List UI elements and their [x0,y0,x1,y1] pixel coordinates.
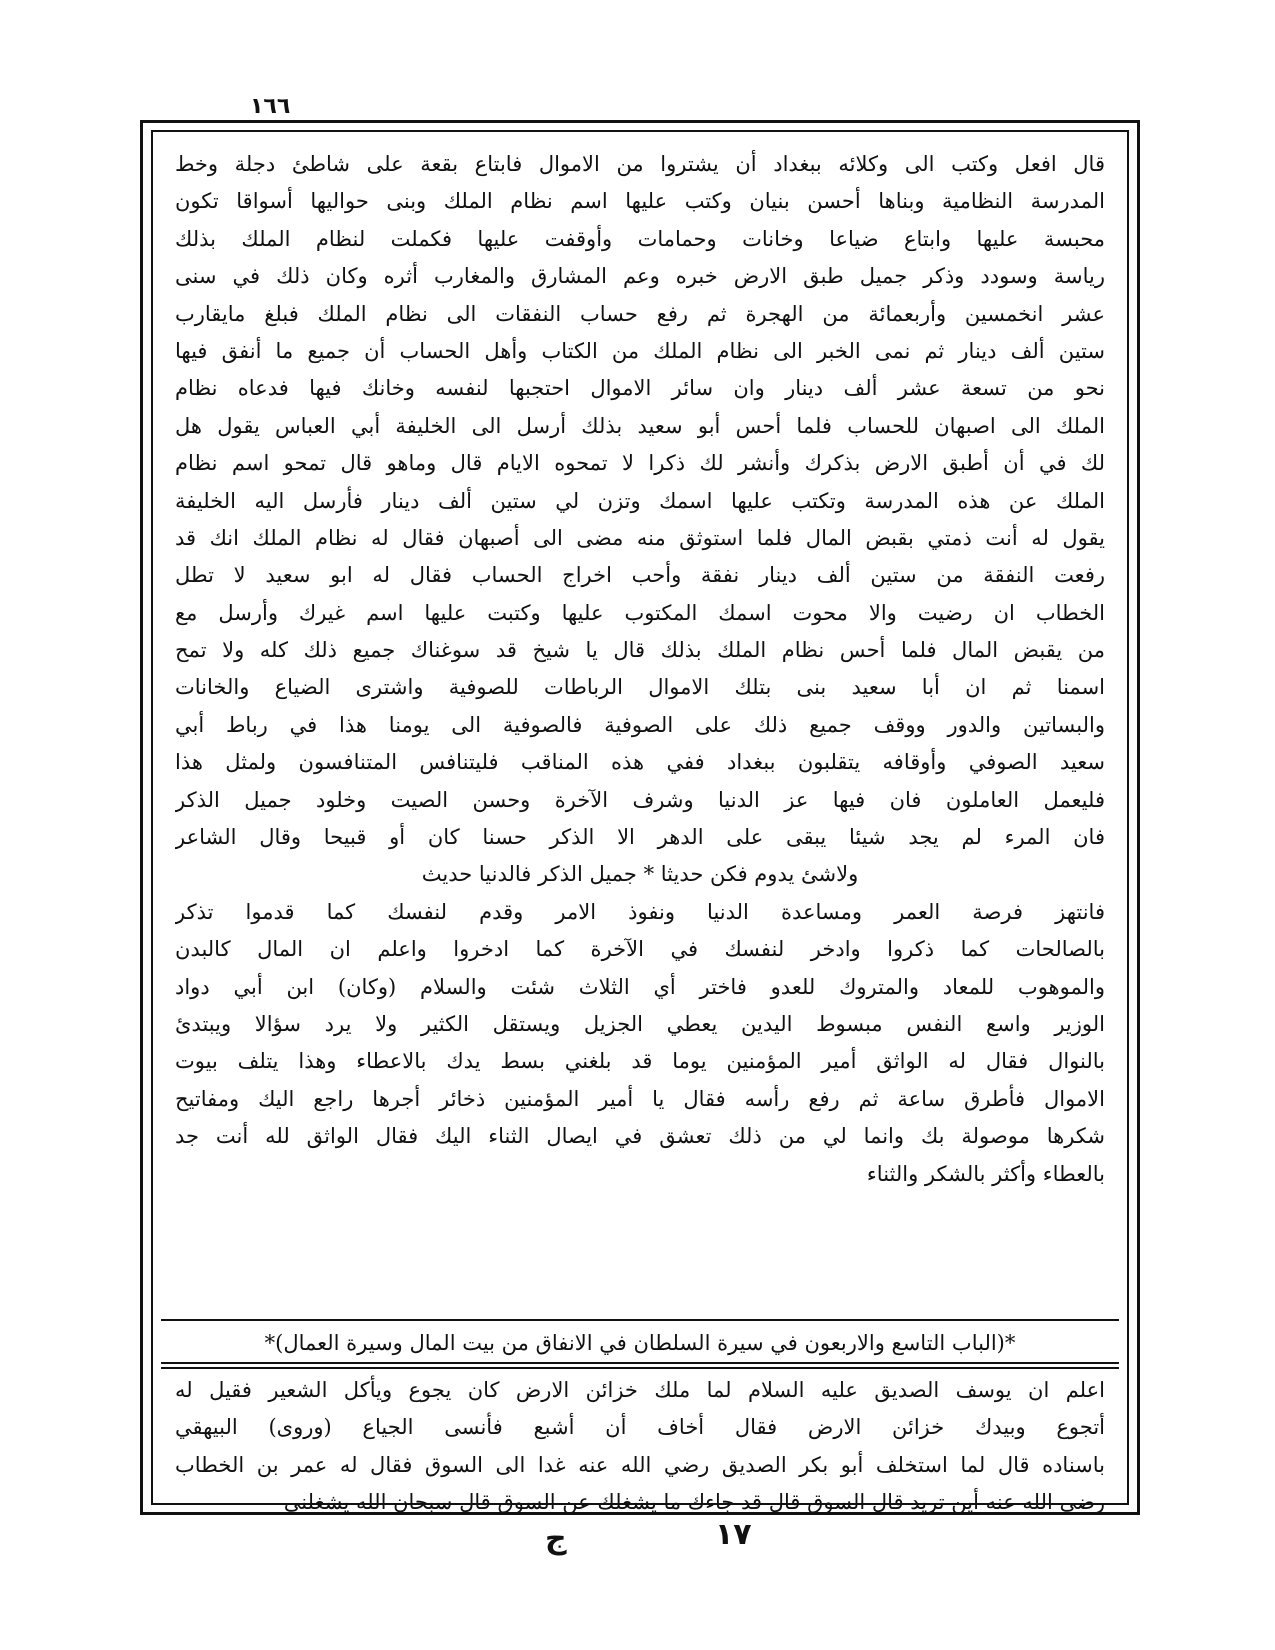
text-line: والموهوب للمعاد والمتروك للعدو فاختر أي الثلاث شئت والسلام (وكان) ابن أبي دواد [175,974,1105,999]
main-text [175,146,1105,1193]
text-line: الخطاب ان رضيت والا محوت اسمك المكتوب عليها وكتبت عليها اسم غيرك وأرسل مع [175,600,1105,625]
signature-mark: ج [545,1521,567,1556]
heading-divider-rule [161,1362,1119,1364]
page-number-top: ١٦٦ [250,94,291,119]
section-text [175,1372,1105,1522]
page-frame-inner [151,130,1129,1515]
text-line: ولاشئ يدوم فكن حديثا * جميل الذكر فالدنيا حديث [421,862,859,887]
text-line: شكرها موصولة بك وانما لي من ذلك تعشق في ايصال الثناء اليك فقال الواثق لله أنت جد [175,1124,1105,1149]
folio-number: ١٧ [715,1517,752,1552]
section-heading: *(الباب التاسع والاربعون في سيرة السلطان في الانفاق من بيت المال وسيرة العمال)* [264,1331,1016,1355]
text-line: من يقبض المال فلما أحس نظام الملك بذلك قال يا شيخ قد سوغناك جميع ذلك كله ولا تمح [175,638,1105,663]
text-line: بالصالحات كما ذكروا وادخر لنفسك في الآخرة كما ادخروا واعلم ان المال كالبدن [175,937,1105,962]
page-frame [140,120,1140,1515]
text-line: يقول له أنت ذمتي بقبض المال فلما استوثق منه مضى الى أصبهان فقال له نظام الملك انك قد [175,525,1105,550]
text-line: بالنوال فقال له الواثق أمير المؤمنين يوما قد بلغني بسط يدك بالاعطاء وهذا يتلف بيوت [175,1049,1105,1074]
section-heading-band [161,1319,1119,1369]
text-line: رضي الله عنه أين تريد قال السوق قال قد جاءك ما يشغلك عن السوق قال سبحان الله يشغلني [283,1490,1105,1515]
page-footer [0,1517,1275,1567]
text-line: لك في أن أطبق الارض بذكرك وأنشر لك ذكرا لا تمحوه الايام قال وماهو قال تمحو اسم نظام [175,451,1105,476]
text-line: المدرسة النظامية وبناها أحسن بنيان وكتب عليها اسم نظام الملك وبنى حواليها أسواقا تكون [175,189,1105,214]
text-line: محبسة عليها وابتاع ضياعا وخانات وحمامات وأوقفت عليها فكملت لنظام الملك بذلك [175,226,1105,251]
text-line: عشر انخمسين وأربعمائة من الهجرة ثم رفع حساب النفقات الى نظام الملك فبلغ مايقارب [175,301,1105,326]
text-line: قال افعل وكتب الى وكلائه ببغداد أن يشتروا من الاموال فابتاع بقعة على شاطئ دجلة وخط [175,152,1105,176]
text-line: والبساتين والدور ووقف جميع ذلك على الصوفية فالصوفية الى يومنا هذا في رباط أبي [175,712,1105,737]
text-line: فانتهز فرصة العمر ومساعدة الدنيا ونفوذ الامر وقدم لنفسك كما قدموا تذكر [175,899,1105,924]
text-line: بالعطاء وأكثر بالشكر والثناء [866,1161,1105,1186]
text-line: نحو من تسعة عشر ألف دينار وان سائر الاموال احتجبها لنفسه وخانك فيها فدعاه نظام [175,376,1105,401]
text-line: اسمنا ثم ان أبا سعيد بنى بتلك الاموال الرباطات للصوفية واشترى الضياع والخانات [175,675,1105,700]
text-line: الملك عن هذه المدرسة وتكتب عليها اسمك وتزن لي ستين ألف دينار فأرسل اليه الخليفة [175,488,1105,513]
text-line: فليعمل العاملون فان فيها عز الدنيا وشرف الآخرة وحسن الصيت وخلود جميل الذكر [175,787,1105,812]
text-line: باسناده قال لما استخلف أبو بكر الصديق رضي الله عنه غدا الى السوق فقال له عمر بن الخطاب [175,1452,1105,1477]
text-line: رفعت النفقة من ستين ألف دينار نفقة وأحب اخراج الحساب فقال له ابو سعيد لا تطل [175,563,1105,588]
text-line: ستين ألف دينار ثم نمى الخبر الى نظام الملك من الكتاب وأهل الحساب أن جميع ما أنفق فيها [175,338,1105,363]
text-line: أتجوع وبيدك خزائن الارض فقال أخاف أن أشبع فأنسى الجياع (وروى) البيهقي [175,1415,1105,1440]
text-line: فان المرء لم يجد شيئا يبقى على الدهر الا الذكر حسنا كان أو قبيحا وقال الشاعر [175,825,1105,850]
text-line: رياسة وسودد وذكر جميل طبق الارض خبره وعم المشارق والمغارب أثره وكان ذلك في سنى [175,264,1105,289]
text-line: سعيد الصوفي وأوقافه يتقلبون ببغداد ففي هذه المناقب فليتنافس المتنافسون ولمثل هذا [175,750,1105,775]
text-line: الاموال فأطرق ساعة ثم رفع رأسه فقال يا أمير المؤمنين ذخائر أجرها راجع اليك ومفاتيح [175,1086,1105,1111]
text-line: الوزير واسع النفس مبسوط اليدين يعطي الجزيل ويستقل الكثير ولا يرد سؤالا ويبتدئ [175,1011,1105,1036]
text-line: الملك الى اصبهان للحساب فلما أحس أبو سعيد بذلك أرسل الى الخليفة أبي العباس يقول هل [175,413,1105,438]
text-line: اعلم ان يوسف الصديق عليه السلام لما ملك خزائن الارض كان يجوع ويأكل الشعير فقيل له [175,1378,1105,1402]
